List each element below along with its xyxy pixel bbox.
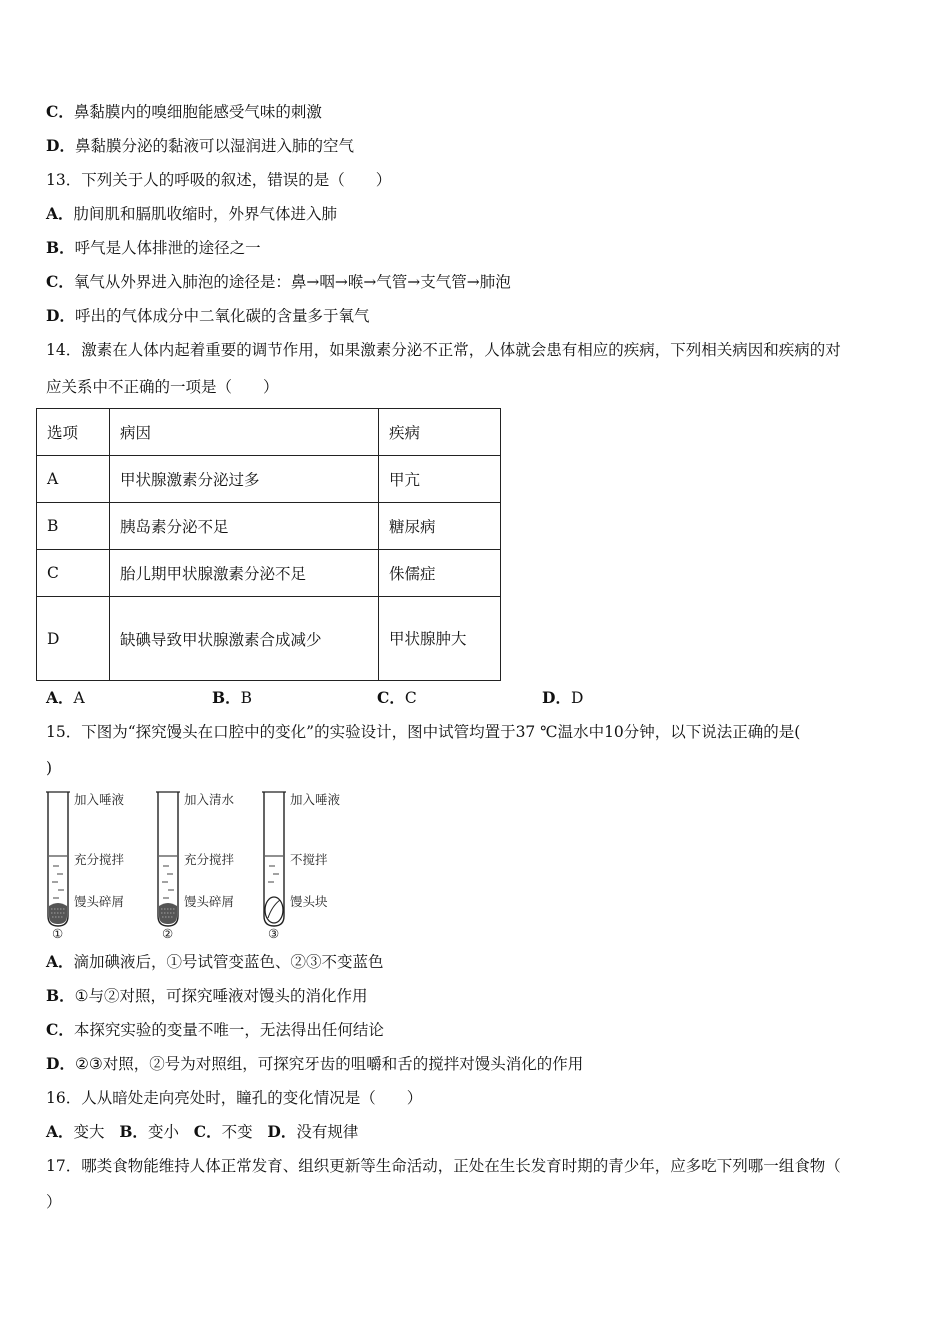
table-cell: B bbox=[37, 503, 110, 550]
q14-stem-line2: 应关系中不正确的一项是（ ） bbox=[46, 378, 279, 396]
q14-stem-line1: 14．激素在人体内起着重要的调节作用，如果激素分泌不正常，人体就会患有相应的疾病，下列相关病因和疾病的对 bbox=[46, 341, 841, 359]
table-cell: C bbox=[37, 550, 110, 597]
option-letter: D． bbox=[46, 306, 75, 325]
tube-bottom-label: 馒头块 bbox=[290, 894, 328, 909]
q15-option-b bbox=[46, 986, 368, 1006]
tube-number: ② bbox=[162, 926, 174, 940]
table-cell: A bbox=[37, 456, 110, 503]
table-cell: 甲状腺激素分泌过多 bbox=[110, 456, 379, 503]
option-letter: D． bbox=[46, 136, 75, 155]
option-text: 滴加碘液后，①号试管变蓝色、②③不变蓝色 bbox=[73, 953, 384, 971]
option-text: 变小 bbox=[147, 1123, 179, 1141]
option-text: D bbox=[570, 689, 584, 707]
option-letter: D． bbox=[267, 1122, 297, 1141]
q15-stem-line1: 15．下图为“探究馒头在口腔中的变化”的实验设计，图中试管均置于37 ℃温水中10分钟，以下说法正确的是( bbox=[46, 723, 801, 741]
option-letter: A． bbox=[46, 1122, 74, 1141]
q15-option-d bbox=[46, 1054, 583, 1074]
option-letter: B． bbox=[46, 986, 75, 1005]
table-header-cell: 选项 bbox=[37, 409, 110, 456]
tube-bottom-label: 馒头碎屑 bbox=[74, 894, 125, 909]
answer-b bbox=[212, 688, 252, 708]
table-cell: D bbox=[37, 597, 110, 681]
option-letter: C． bbox=[46, 272, 74, 291]
option-letter: A． bbox=[46, 952, 74, 971]
table-cell: 胰岛素分泌不足 bbox=[110, 503, 379, 550]
q13-option-c bbox=[46, 272, 511, 292]
q15-stem-line2: ) bbox=[46, 759, 53, 777]
test-tube-figure bbox=[42, 788, 352, 940]
option-text: 鼻黏膜内的嗅细胞能感受气味的刺激 bbox=[73, 103, 322, 121]
table-cell: 甲状腺肿大 bbox=[379, 597, 501, 681]
option-letter: B． bbox=[46, 238, 75, 257]
table-row bbox=[37, 503, 501, 550]
q13-option-d bbox=[46, 306, 369, 326]
table-row bbox=[37, 597, 501, 681]
option-letter: C． bbox=[46, 102, 74, 121]
table-row bbox=[37, 456, 501, 503]
q16-options bbox=[46, 1122, 358, 1142]
option-text: 没有规律 bbox=[296, 1123, 359, 1141]
option-text: 氧气从外界进入肺泡的途径是：鼻→咽→喉→气管→支气管→肺泡 bbox=[73, 273, 511, 291]
option-text: C bbox=[404, 689, 417, 707]
q17-stem-line1: 17．哪类食物能维持人体正常发育、组织更新等生命活动，正处在生长发育时期的青少年，应多吃下列哪一组食物（ bbox=[46, 1157, 841, 1175]
answer-a bbox=[46, 688, 85, 708]
table-header-cell: 病因 bbox=[110, 409, 379, 456]
q16-stem: 16．人从暗处走向亮处时，瞳孔的变化情况是（ ） bbox=[46, 1089, 423, 1107]
table-cell: 甲亢 bbox=[379, 456, 501, 503]
tube-mid-label: 充分搅拌 bbox=[74, 852, 125, 867]
option-text: ②③对照，②号为对照组，可探究牙齿的咀嚼和舌的搅拌对馒头消化的作用 bbox=[74, 1055, 584, 1073]
table-cell: 胎儿期甲状腺激素分泌不足 bbox=[110, 550, 379, 597]
option-letter: D． bbox=[542, 688, 571, 707]
tube-top-label: 加入唾液 bbox=[290, 792, 341, 807]
option-letter: B． bbox=[119, 1122, 148, 1141]
option-letter: B． bbox=[212, 688, 241, 707]
table-row bbox=[37, 550, 501, 597]
option-letter: D． bbox=[46, 1054, 75, 1073]
q13-option-a bbox=[46, 204, 337, 224]
option-text: A bbox=[73, 689, 85, 707]
option-text: B bbox=[240, 689, 252, 707]
q13-option-b bbox=[46, 238, 261, 258]
q17-stem-line2: ） bbox=[46, 1193, 62, 1211]
table-header-row bbox=[37, 409, 501, 456]
option-letter: A． bbox=[46, 204, 74, 223]
table-cell: 侏儒症 bbox=[379, 550, 501, 597]
option-text: 不变 bbox=[221, 1123, 253, 1141]
test-tube-2 bbox=[156, 792, 235, 940]
option-letter: C． bbox=[46, 1020, 74, 1039]
table-cell: 糖尿病 bbox=[379, 503, 501, 550]
option-text: 呼出的气体成分中二氧化碳的含量多于氧气 bbox=[74, 307, 370, 325]
test-tube-3 bbox=[262, 792, 341, 940]
tube-mid-label: 不搅拌 bbox=[290, 852, 328, 867]
q12-option-c bbox=[46, 102, 322, 122]
option-letter: C． bbox=[377, 688, 405, 707]
q14-table bbox=[36, 408, 501, 681]
q15-option-a bbox=[46, 952, 384, 972]
tube-number: ① bbox=[52, 926, 64, 940]
tube-mid-label: 充分搅拌 bbox=[184, 852, 235, 867]
option-text: 变大 bbox=[73, 1123, 105, 1141]
option-letter: C． bbox=[193, 1122, 222, 1141]
option-text: 本探究实验的变量不唯一，无法得出任何结论 bbox=[73, 1021, 384, 1039]
option-text: 鼻黏膜分泌的黏液可以湿润进入肺的空气 bbox=[74, 137, 354, 155]
option-text: ①与②对照，可探究唾液对馒头的消化作用 bbox=[74, 987, 368, 1005]
table-header-cell: 疾病 bbox=[379, 409, 501, 456]
option-text: 呼气是人体排泄的途径之一 bbox=[74, 239, 261, 257]
answer-c bbox=[377, 688, 417, 708]
q12-option-d bbox=[46, 136, 354, 156]
answer-d bbox=[542, 688, 583, 708]
tube-top-label: 加入唾液 bbox=[74, 792, 125, 807]
q15-option-c bbox=[46, 1020, 384, 1040]
tube-top-label: 加入清水 bbox=[184, 792, 235, 807]
test-tube-1 bbox=[46, 792, 125, 940]
option-letter: A． bbox=[46, 688, 74, 707]
table-cell: 缺碘导致甲状腺激素合成减少 bbox=[110, 597, 379, 681]
tube-bottom-label: 馒头碎屑 bbox=[184, 894, 235, 909]
tube-number: ③ bbox=[268, 926, 280, 940]
option-text: 肋间肌和膈肌收缩时，外界气体进入肺 bbox=[73, 205, 338, 223]
q13-stem: 13．下列关于人的呼吸的叙述，错误的是（ ） bbox=[46, 171, 392, 189]
